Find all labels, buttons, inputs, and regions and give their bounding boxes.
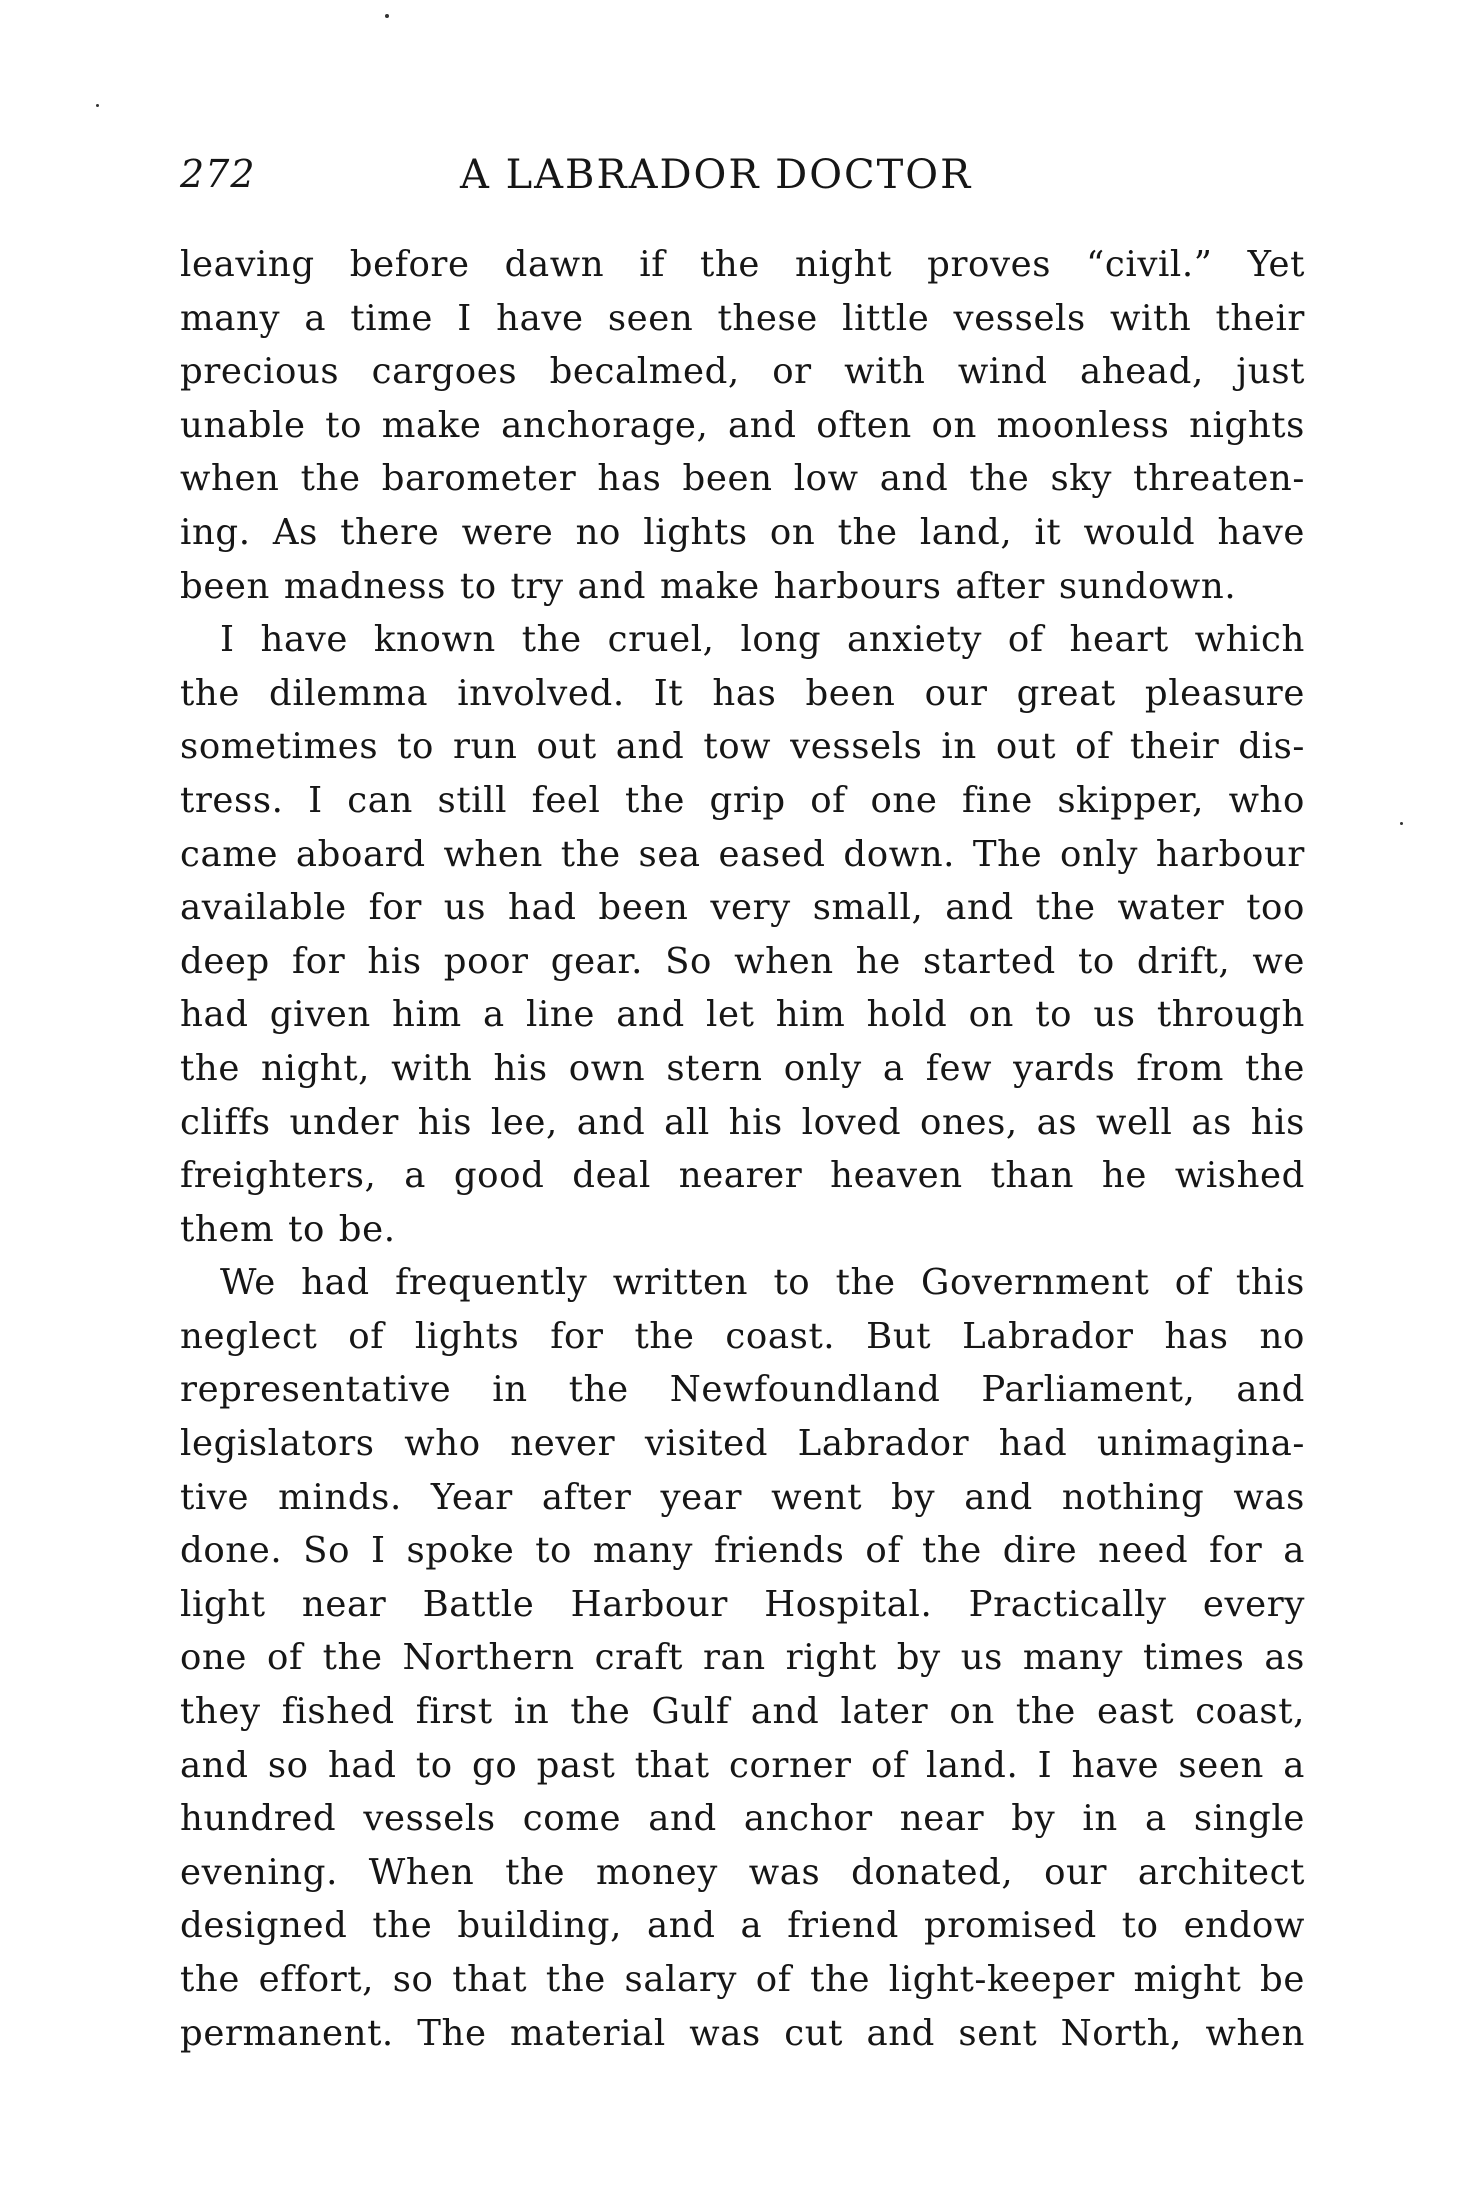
text-line: been madness to try and make harbours after sundown. bbox=[180, 565, 1237, 607]
body-text bbox=[180, 238, 1305, 2060]
print-speck bbox=[1400, 822, 1403, 825]
text-line: precious cargoes becalmed, or with wind ahead, just bbox=[180, 351, 1305, 393]
text-line: one of the Northern craft ran right by us many times as bbox=[180, 1637, 1305, 1679]
running-title: A LABRADOR DOCTOR bbox=[460, 152, 973, 198]
print-speck bbox=[96, 104, 99, 107]
print-speck bbox=[385, 14, 389, 18]
text-line: available for us had been very small, and the water too bbox=[180, 887, 1305, 929]
text-line: tive minds. Year after year went by and nothing was bbox=[180, 1476, 1305, 1518]
text-line: designed the building, and a friend promised to endow bbox=[180, 1905, 1305, 1947]
text-line: deep for his poor gear. So when he started to drift, we bbox=[180, 940, 1305, 982]
page-number: 272 bbox=[180, 152, 256, 196]
text-line: representative in the Newfoundland Parliament, and bbox=[180, 1369, 1305, 1411]
page-header bbox=[180, 152, 1310, 222]
text-line: leaving before dawn if the night proves “civil.” Yet bbox=[180, 244, 1305, 285]
text-line: evening. When the money was donated, our architect bbox=[180, 1851, 1305, 1893]
text-line: when the barometer has been low and the sky threaten- bbox=[180, 458, 1305, 500]
text-line: permanent. The material was cut and sent North, when bbox=[180, 2012, 1305, 2054]
text-line: I have known the cruel, long anxiety of heart which bbox=[220, 619, 1305, 661]
text-line: ing. As there were no lights on the land, it would have bbox=[180, 511, 1305, 553]
text-line: We had frequently written to the Government of this bbox=[220, 1262, 1305, 1304]
text-line: the dilemma involved. It has been our great pleasure bbox=[180, 672, 1305, 714]
text-line: freighters, a good deal nearer heaven than he wished bbox=[180, 1155, 1305, 1197]
text-line: neglect of lights for the coast. But Labrador has no bbox=[180, 1315, 1305, 1357]
text-line: many a time I have seen these little vessels with their bbox=[180, 297, 1305, 339]
text-line: hundred vessels come and anchor near by in a single bbox=[180, 1798, 1305, 1840]
text-line: came aboard when the sea eased down. The only harbour bbox=[180, 833, 1305, 875]
text-line: tress. I can still feel the grip of one fine skipper, who bbox=[180, 779, 1305, 821]
text-line: and so had to go past that corner of land. I have seen a bbox=[180, 1744, 1305, 1786]
text-line: cliffs under his lee, and all his loved ones, as well as his bbox=[180, 1101, 1305, 1143]
text-line: had given him a line and let him hold on to us through bbox=[180, 994, 1305, 1036]
text-line: sometimes to run out and tow vessels in out of their dis- bbox=[180, 726, 1305, 768]
text-line: they fished first in the Gulf and later on the east coast, bbox=[180, 1691, 1305, 1733]
text-line: done. So I spoke to many friends of the dire need for a bbox=[180, 1530, 1305, 1572]
text-line: the effort, so that the salary of the light-keeper might be bbox=[180, 1959, 1305, 2000]
text-line: light near Battle Harbour Hospital. Practically every bbox=[180, 1583, 1305, 1625]
text-line: legislators who never visited Labrador had unimagina- bbox=[180, 1423, 1305, 1465]
text-line: them to be. bbox=[180, 1208, 396, 1250]
text-line: unable to make anchorage, and often on moonless nights bbox=[180, 404, 1305, 446]
text-line: the night, with his own stern only a few yards from the bbox=[180, 1047, 1305, 1089]
